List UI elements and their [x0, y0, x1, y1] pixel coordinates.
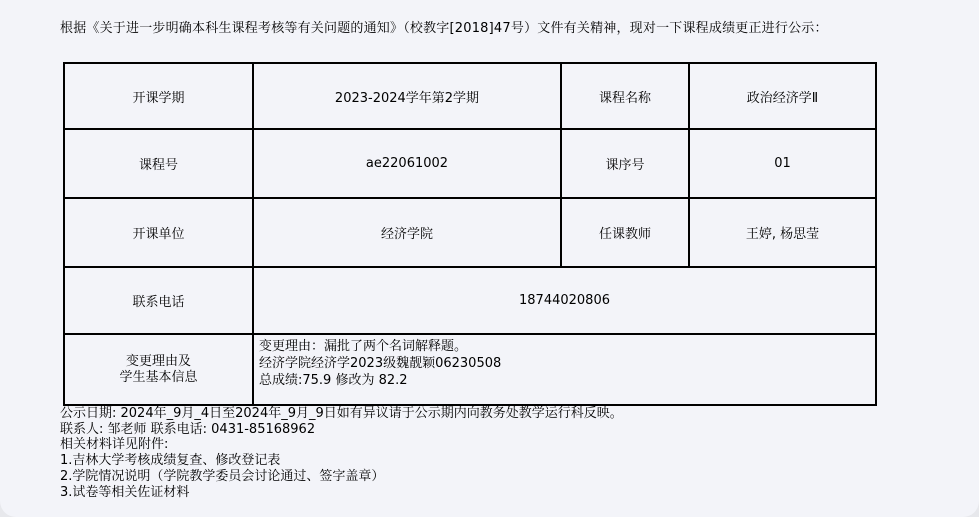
- table-row-department: [64, 198, 876, 267]
- department-label-cell: 开课单位: [64, 198, 253, 267]
- publicity-period-text: 公示日期: 2024年_9月_4日至2024年_9月_9日如有异议请于公示期内向教务处教学运行科反映。: [60, 406, 623, 421]
- attachments-title-text: 相关材料详见附件:: [60, 437, 169, 453]
- score-change-text: 总成绩:75.9 修改为 82.2: [259, 373, 408, 388]
- change-reason-detail-cell: [253, 334, 876, 405]
- table-row-phone: [64, 267, 876, 334]
- footer-notes: [60, 406, 623, 500]
- department-value-cell: 经济学院: [253, 198, 561, 267]
- student-info-text: 经济学院经济学2023级魏靓颖06230508: [259, 356, 502, 371]
- course-name-label-cell: 课程名称: [561, 63, 689, 129]
- table-row-change-reason: [64, 334, 876, 405]
- table-row-course-number: [64, 129, 876, 198]
- attachment-item-1: 1.吉林大学考核成绩复查、修改登记表: [60, 453, 281, 469]
- semester-value-cell: 2023-2024学年第2学期: [253, 63, 561, 129]
- teacher-label-cell: 任课教师: [561, 198, 689, 267]
- course-name-value-cell: 政治经济学Ⅱ: [689, 63, 876, 129]
- section-number-label-cell: 课序号: [561, 129, 689, 198]
- intro-text: 根据《关于进一步明确本科生课程考核等有关问题的通知》（校教字[2018]47号）文件有关精神，现对一下课程成绩更正进行公示：: [60, 21, 828, 36]
- contact-info-text: 联系人: 邹老师 联系电话: 0431-85168962: [60, 421, 316, 437]
- phone-value-cell: 18744020806: [253, 267, 876, 334]
- change-reason-text: 变更理由：漏批了两个名词解释题。: [259, 339, 468, 354]
- change-reason-label-line2: 学生基本信息: [119, 369, 198, 385]
- grade-correction-table: [63, 62, 877, 406]
- section-number-value-cell: 01: [689, 129, 876, 198]
- teacher-value-cell: 王婷, 杨思莹: [689, 198, 876, 267]
- table-row-semester: [64, 63, 876, 129]
- attachment-item-2: 2.学院情况说明（学院教学委员会讨论通过、签字盖章）: [60, 468, 385, 484]
- attachment-item-3: 3.试卷等相关佐证材料: [60, 484, 190, 500]
- change-reason-label-line1: 变更理由及: [125, 353, 191, 369]
- change-reason-label-cell: [64, 334, 253, 405]
- semester-label-cell: 开课学期: [64, 63, 253, 129]
- course-number-label-cell: 课程号: [64, 129, 253, 198]
- course-number-value-cell: ae22061002: [253, 129, 561, 198]
- phone-label-cell: 联系电话: [64, 267, 253, 334]
